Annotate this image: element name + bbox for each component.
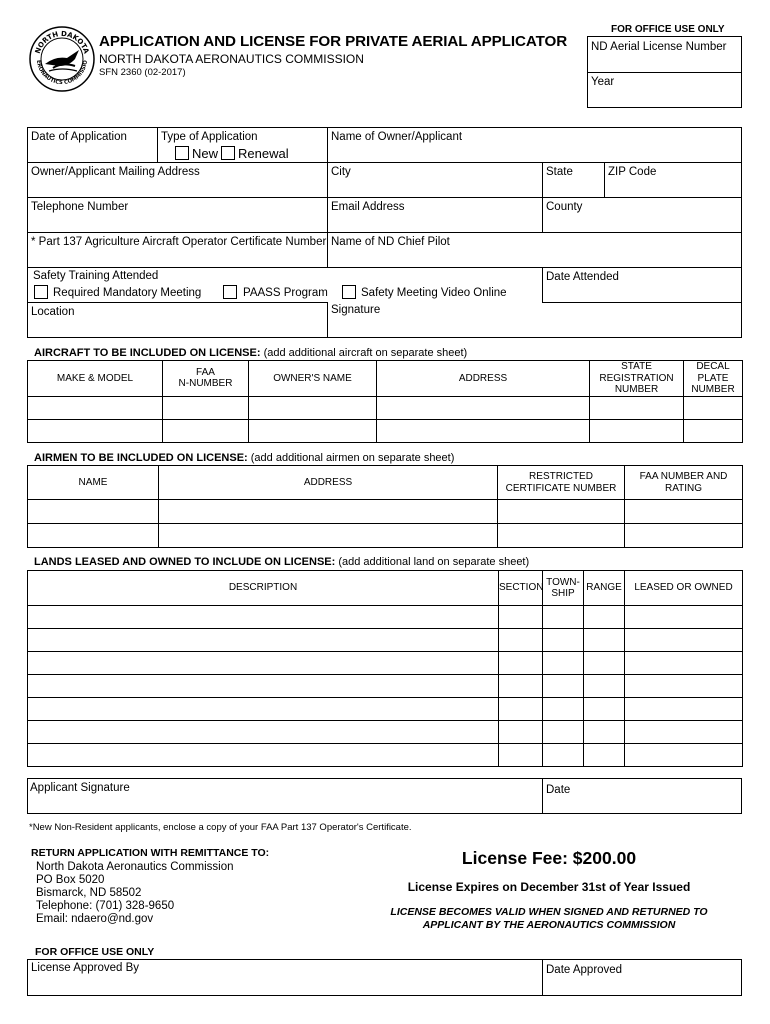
airmen-col-name: NAME (28, 466, 159, 500)
aircraft-section-heading: AIRCRAFT TO BE INCLUDED ON LICENSE: (add additional aircraft on separate sheet) (34, 347, 468, 359)
table-cell[interactable] (159, 524, 498, 548)
safety-video-label: Safety Meeting Video Online (361, 287, 507, 299)
table-cell[interactable] (499, 652, 543, 675)
lands-col-section: SECTION (499, 571, 543, 606)
table-cell[interactable] (625, 744, 743, 767)
airmen-col-restricted-certificate: RESTRICTED CERTIFICATE NUMBER (498, 466, 625, 500)
lands-col-township: TOWN- SHIP (543, 571, 584, 606)
table-cell[interactable] (584, 675, 625, 698)
table-row (28, 721, 743, 744)
table-cell[interactable] (625, 652, 743, 675)
table-cell[interactable] (625, 721, 743, 744)
chief-pilot-field[interactable]: Name of ND Chief Pilot (331, 236, 450, 248)
table-row (28, 419, 743, 442)
table-cell[interactable] (28, 629, 499, 652)
county-field[interactable]: County (546, 201, 583, 213)
table-cell[interactable] (684, 419, 743, 442)
aircraft-col-state-registration: STATE REGISTRATION NUMBER (590, 361, 684, 397)
lands-col-range: RANGE (584, 571, 625, 606)
lands-col-description: DESCRIPTION (28, 571, 499, 606)
table-cell[interactable] (499, 675, 543, 698)
table-cell[interactable] (499, 629, 543, 652)
type-of-application-label: Type of Application (161, 131, 258, 143)
aircraft-header-row (28, 361, 743, 397)
return-line-org: North Dakota Aeronautics Commission (36, 861, 234, 873)
table-cell[interactable] (499, 721, 543, 744)
non-resident-footnote: *New Non-Resident applicants, enclose a copy of your FAA Part 137 Operator's Certificate. (29, 822, 412, 833)
table-cell[interactable] (543, 629, 584, 652)
license-valid-notice (351, 906, 747, 932)
table-cell[interactable] (543, 606, 584, 629)
table-cell[interactable] (28, 500, 159, 524)
table-cell[interactable] (625, 629, 743, 652)
table-row (28, 652, 743, 675)
table-row (28, 744, 743, 767)
date-of-application-field[interactable]: Date of Application (31, 131, 127, 143)
table-cell[interactable] (625, 606, 743, 629)
table-cell[interactable] (28, 419, 163, 442)
date-approved-field[interactable]: Date Approved (546, 964, 623, 976)
table-cell[interactable] (590, 419, 684, 442)
table-cell[interactable] (543, 721, 584, 744)
table-cell[interactable] (543, 698, 584, 721)
safety-video-checkbox[interactable] (342, 285, 356, 299)
return-line-email: Email: ndaero@nd.gov (36, 913, 154, 925)
return-line-phone: Telephone: (701) 328-9650 (36, 900, 175, 912)
date-attended-field[interactable]: Date Attended (546, 271, 619, 283)
renewal-label: Renewal (238, 146, 289, 161)
lands-section-heading: LANDS LEASED AND OWNED TO INCLUDE ON LICENSE: (add additional land on separate sheet) (34, 556, 530, 568)
lands-col-leased-or-owned: LEASED OR OWNED (625, 571, 743, 606)
state-field[interactable]: State (546, 166, 573, 178)
table-cell[interactable] (499, 698, 543, 721)
city-field[interactable]: City (331, 166, 351, 178)
table-cell[interactable] (584, 698, 625, 721)
applicant-signature-field[interactable]: Applicant Signature (30, 782, 130, 794)
table-cell[interactable] (625, 524, 743, 548)
table-cell[interactable] (163, 419, 249, 442)
aircraft-col-owners-name: OWNER'S NAME (249, 361, 377, 397)
location-field[interactable]: Location (31, 306, 75, 318)
return-line-city: Bismarck, ND 58502 (36, 887, 142, 899)
table-row (28, 606, 743, 629)
table-cell[interactable] (377, 419, 590, 442)
safety-training-label: Safety Training Attended (33, 270, 159, 282)
license-expiry: License Expires on December 31st of Year Issued (407, 880, 691, 894)
table-cell[interactable] (249, 396, 377, 419)
office-use-title-top: FOR OFFICE USE ONLY (611, 24, 725, 35)
table-cell[interactable] (584, 606, 625, 629)
table-cell[interactable] (159, 500, 498, 524)
airmen-table (27, 465, 743, 548)
table-cell[interactable] (499, 744, 543, 767)
table-cell[interactable] (590, 396, 684, 419)
mailing-address-field[interactable]: Owner/Applicant Mailing Address (31, 166, 200, 178)
name-owner-applicant-field[interactable]: Name of Owner/Applicant (331, 131, 463, 143)
nd-aeronautics-seal (29, 26, 95, 92)
nd-aerial-license-number-field[interactable]: ND Aerial License Number (591, 41, 727, 53)
seal-icon (29, 26, 95, 92)
aircraft-col-decal-plate: DECAL PLATE NUMBER (684, 361, 743, 397)
license-fee: License Fee: $200.00 (461, 848, 637, 868)
table-row (28, 396, 743, 419)
table-cell[interactable] (28, 606, 499, 629)
license-approved-by-field[interactable]: License Approved By (31, 962, 140, 974)
return-heading: RETURN APPLICATION WITH REMITTANCE TO: (31, 847, 270, 859)
telephone-field[interactable]: Telephone Number (31, 201, 129, 213)
table-cell[interactable] (543, 744, 584, 767)
zip-code-field[interactable]: ZIP Code (608, 166, 657, 178)
paass-program-label: PAASS Program (243, 287, 328, 299)
table-cell[interactable] (28, 675, 499, 698)
svg-text:AERONAUTICS COMMISSION: ERONAUTICS COMMISSIO (34, 59, 90, 87)
table-cell[interactable] (28, 396, 163, 419)
aircraft-table (27, 360, 743, 443)
paass-program-checkbox[interactable] (223, 285, 237, 299)
lands-header-row (28, 571, 743, 606)
table-cell[interactable] (249, 419, 377, 442)
airmen-col-faa-number-rating: FAA NUMBER AND RATING (625, 466, 743, 500)
table-cell[interactable] (584, 629, 625, 652)
year-field[interactable]: Year (591, 76, 615, 88)
form-title: APPLICATION AND LICENSE FOR PRIVATE AERIAL APPLICATOR (99, 33, 568, 50)
mandatory-meeting-label: Required Mandatory Meeting (53, 287, 202, 299)
new-label: New (192, 146, 219, 161)
table-cell[interactable] (28, 652, 499, 675)
table-cell[interactable] (163, 396, 249, 419)
table-cell[interactable] (543, 675, 584, 698)
table-cell[interactable] (584, 744, 625, 767)
table-cell[interactable] (499, 606, 543, 629)
table-cell[interactable] (28, 698, 499, 721)
table-cell[interactable] (625, 500, 743, 524)
signature-date-field[interactable]: Date (546, 784, 571, 796)
table-cell[interactable] (28, 744, 499, 767)
table-cell[interactable] (377, 396, 590, 419)
table-row (28, 524, 743, 548)
return-line-pobox: PO Box 5020 (36, 874, 105, 886)
signature-field[interactable]: Signature (331, 304, 381, 316)
mandatory-meeting-checkbox[interactable] (34, 285, 48, 299)
applicant-signature-box (27, 778, 742, 814)
valid-notice-line2: APPLICANT BY THE AERONAUTICS COMMISSION (422, 919, 676, 931)
lands-table (27, 570, 743, 767)
airmen-section-heading: AIRMEN TO BE INCLUDED ON LICENSE: (add additional airmen on separate sheet) (34, 452, 455, 464)
office-use-title-bottom: FOR OFFICE USE ONLY (35, 946, 155, 958)
table-cell[interactable] (625, 675, 743, 698)
table-row (28, 629, 743, 652)
new-checkbox[interactable] (175, 146, 189, 160)
table-row (28, 698, 743, 721)
table-row (28, 500, 743, 524)
aircraft-col-make-model: MAKE & MODEL (28, 361, 163, 397)
table-cell[interactable] (625, 698, 743, 721)
form-number: SFN 2360 (02-2017) (99, 67, 186, 78)
renewal-checkbox[interactable] (221, 146, 235, 160)
agency-name: NORTH DAKOTA AERONAUTICS COMMISSION (99, 52, 364, 66)
table-cell[interactable] (28, 721, 499, 744)
table-row (28, 675, 743, 698)
return-address-block (36, 861, 234, 926)
table-cell[interactable] (584, 721, 625, 744)
table-cell[interactable] (498, 524, 625, 548)
table-cell[interactable] (684, 396, 743, 419)
valid-notice-line1: LICENSE BECOMES VALID WHEN SIGNED AND RETURNED TO (390, 906, 708, 918)
aircraft-col-faa-n-number: FAA N-NUMBER (163, 361, 249, 397)
email-field[interactable]: Email Address (331, 201, 405, 213)
airmen-header-row (28, 466, 743, 500)
svg-text:NORTH DAKOTA: NORTH DAKOTA (33, 29, 91, 55)
table-cell[interactable] (543, 652, 584, 675)
table-cell[interactable] (28, 524, 159, 548)
airmen-col-address: ADDRESS (159, 466, 498, 500)
table-cell[interactable] (498, 500, 625, 524)
aircraft-col-address: ADDRESS (377, 361, 590, 397)
table-cell[interactable] (584, 652, 625, 675)
part137-certificate-field[interactable]: * Part 137 Agriculture Aircraft Operator Certificate Number (31, 236, 327, 248)
